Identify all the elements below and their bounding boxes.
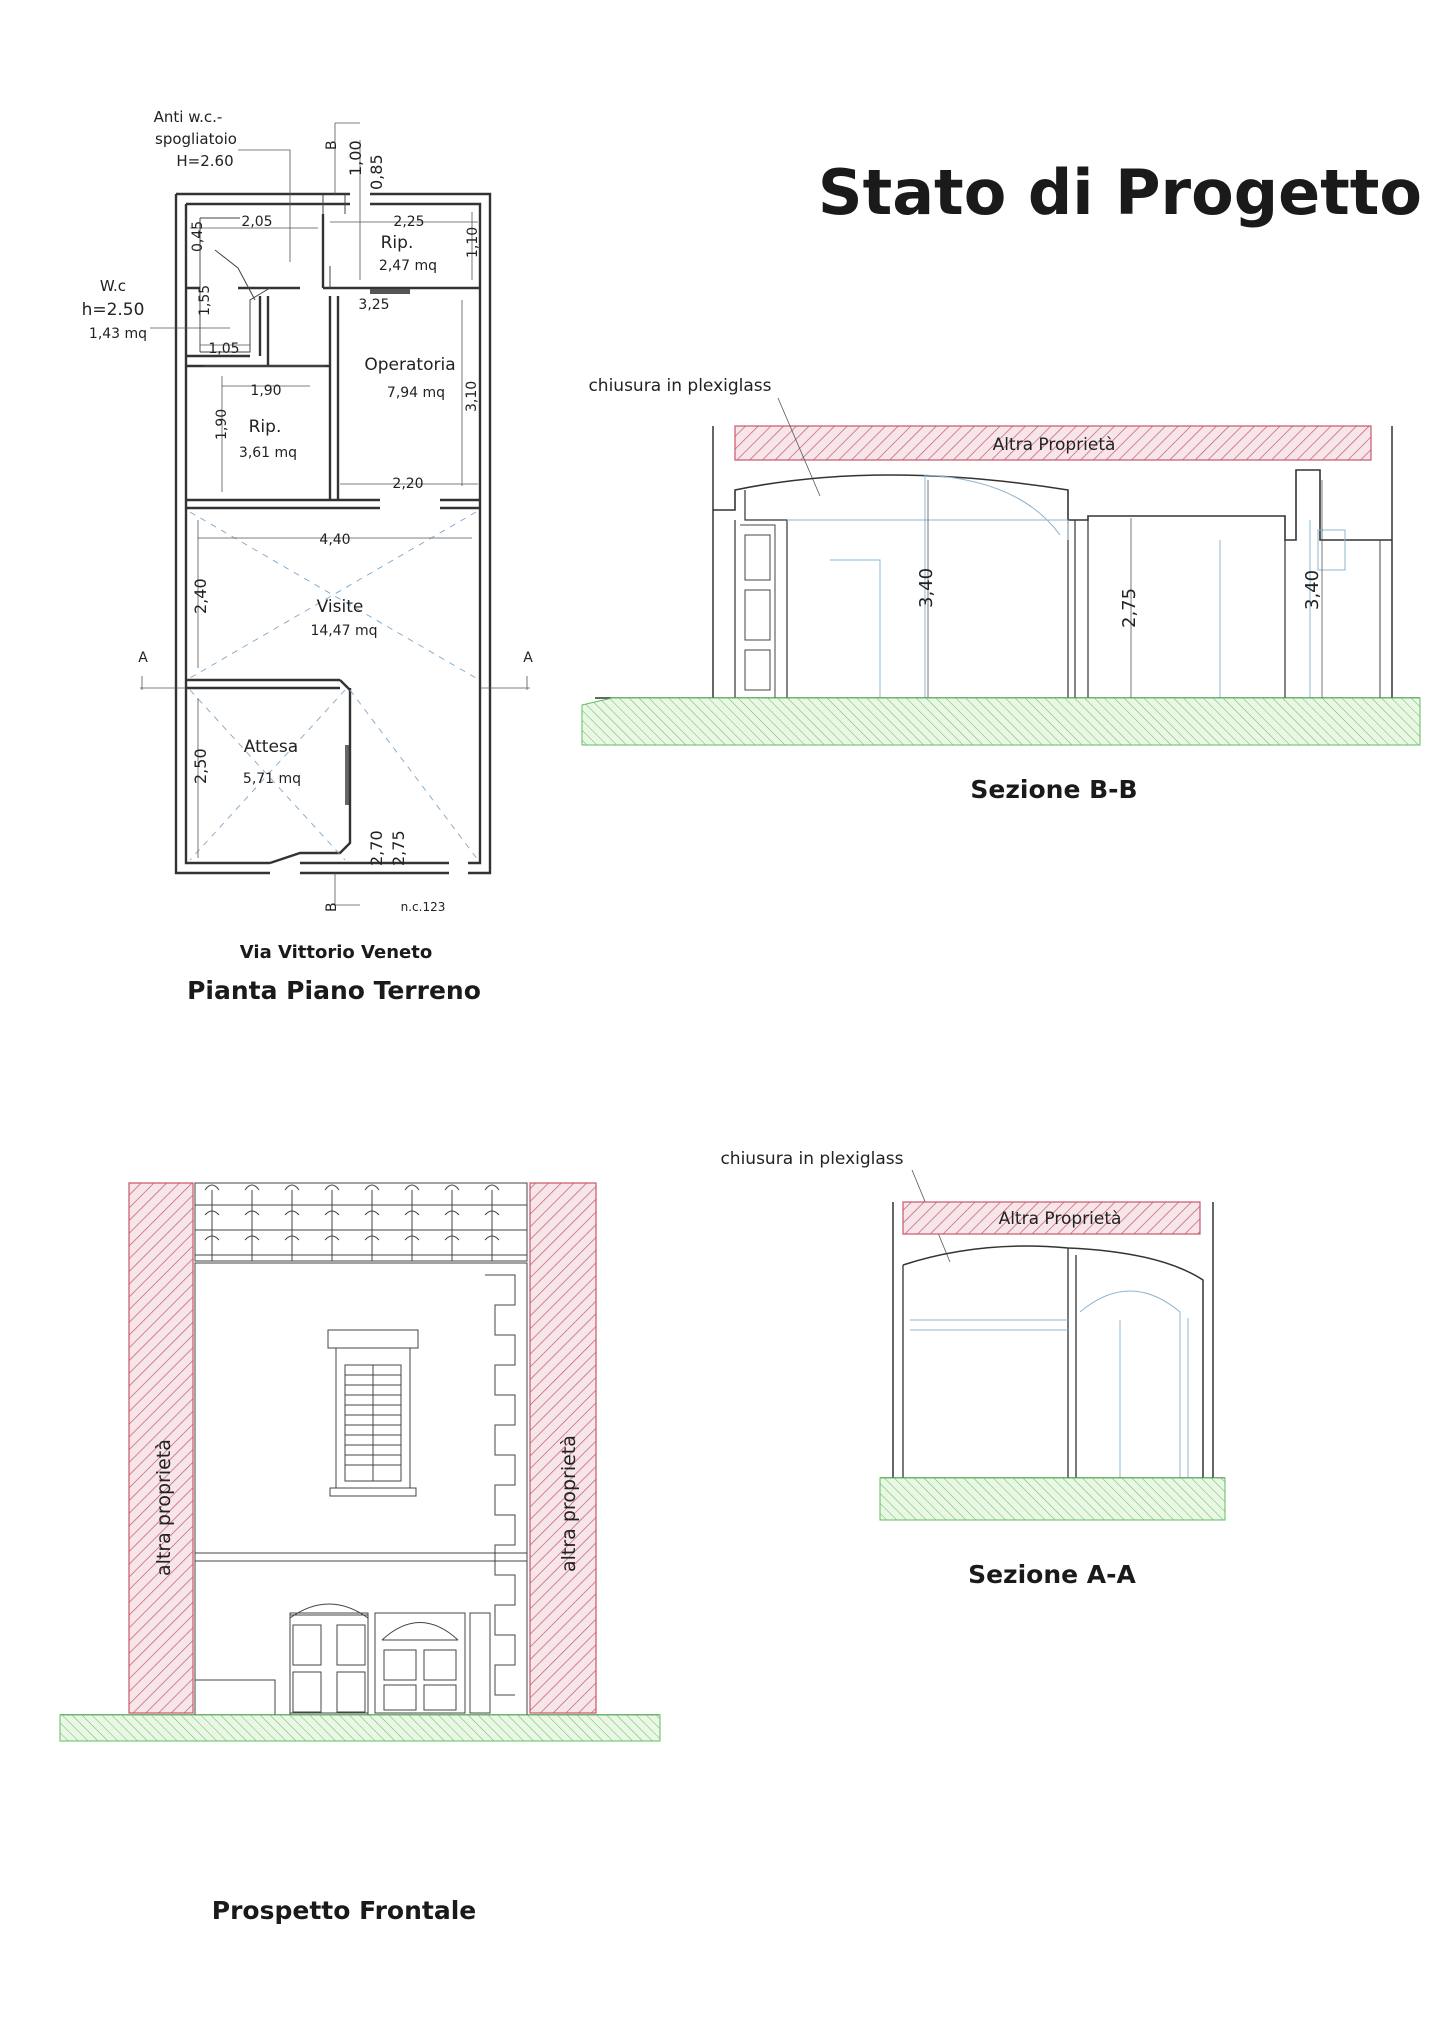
section-marker-a-left: A: [138, 650, 148, 666]
upper-window: [328, 1330, 418, 1496]
section-bb-note: chiusura in plexiglass: [588, 376, 772, 396]
section-aa: [720, 1149, 1225, 1589]
dim-label: 1,90: [214, 408, 230, 440]
section-marker-a-right: A: [523, 650, 533, 666]
dim-label: 0,85: [367, 154, 386, 190]
front-side-label-right: altra proprietà: [558, 1435, 580, 1572]
label-antiwc-line1: Anti w.c.-: [153, 108, 223, 126]
section-aa-neighbor-label: Altra Proprietà: [998, 1209, 1122, 1229]
ground-hatch: [880, 1478, 1225, 1520]
floor-plan: [82, 108, 534, 1005]
section-marker-b-bottom: B: [324, 902, 340, 912]
front-side-label-left: altra proprietà: [153, 1439, 175, 1576]
room-area: 7,94 mq: [386, 385, 446, 401]
dim-label: 0,45: [190, 220, 206, 252]
roof-tiles: [195, 1183, 527, 1261]
ground-hatch: [60, 1715, 660, 1741]
dim-label: 1,90: [250, 383, 282, 399]
dim-label: 3,25: [358, 297, 390, 313]
section-bb-height: 3,40: [1302, 569, 1323, 610]
dim-label: 1,05: [208, 341, 240, 357]
room-area: 2,47 mq: [378, 258, 438, 274]
section-marker-b-top: B: [324, 140, 340, 150]
room-name: Visite: [316, 597, 364, 617]
dim-label: 3,10: [464, 380, 480, 412]
section-bb-title: Sezione B-B: [970, 775, 1138, 804]
room-name: Rip.: [248, 417, 282, 437]
room-name: Rip.: [380, 233, 414, 253]
dim-label: 1,10: [465, 226, 481, 258]
section-bb-height: 2,75: [1119, 587, 1140, 628]
dim-label: 4,40: [319, 532, 351, 548]
plan-street: Via Vittorio Veneto: [239, 942, 433, 963]
section-bb-height: 3,40: [916, 567, 937, 608]
room-area: 3,61 mq: [238, 445, 298, 461]
plan-title: Pianta Piano Terreno: [187, 976, 481, 1005]
dim-label: 2,50: [191, 748, 210, 784]
label-wc-line1: W.c: [99, 277, 127, 295]
room-name: Operatoria: [364, 355, 456, 375]
dim-label: 1,55: [197, 284, 213, 316]
room-name: Attesa: [243, 737, 299, 757]
sheet-title: Stato di Progetto: [817, 156, 1422, 229]
section-bb: [582, 376, 1420, 804]
ground-hatch: [582, 698, 1420, 745]
section-aa-note: chiusura in plexiglass: [720, 1149, 904, 1169]
front-elevation: [60, 1183, 660, 1925]
dim-label: 2,25: [393, 214, 425, 230]
dim-label: 1,00: [346, 140, 365, 176]
label-wc-line2: h=2.50: [81, 300, 145, 320]
ground-door: [195, 1604, 490, 1715]
room-area: 14,47 mq: [310, 623, 378, 639]
section-bb-neighbor-label: Altra Proprietà: [992, 435, 1116, 455]
label-wc-line3: 1,43 mq: [88, 326, 148, 342]
dim-label: 2,40: [191, 578, 210, 614]
label-antiwc-line2: spogliatoio: [155, 130, 237, 148]
dim-label: 2,75: [389, 830, 408, 866]
dim-label: 2,20: [392, 476, 424, 492]
room-area: 5,71 mq: [242, 771, 302, 787]
dim-label: 2,70: [367, 830, 386, 866]
front-title: Prospetto Frontale: [211, 1896, 477, 1925]
civic-number: n.c.123: [400, 900, 446, 914]
section-aa-title: Sezione A-A: [968, 1560, 1136, 1589]
plan-internal-walls: [186, 214, 480, 288]
dim-label: 2,05: [241, 214, 273, 230]
label-antiwc-line3: H=2.60: [176, 152, 234, 170]
